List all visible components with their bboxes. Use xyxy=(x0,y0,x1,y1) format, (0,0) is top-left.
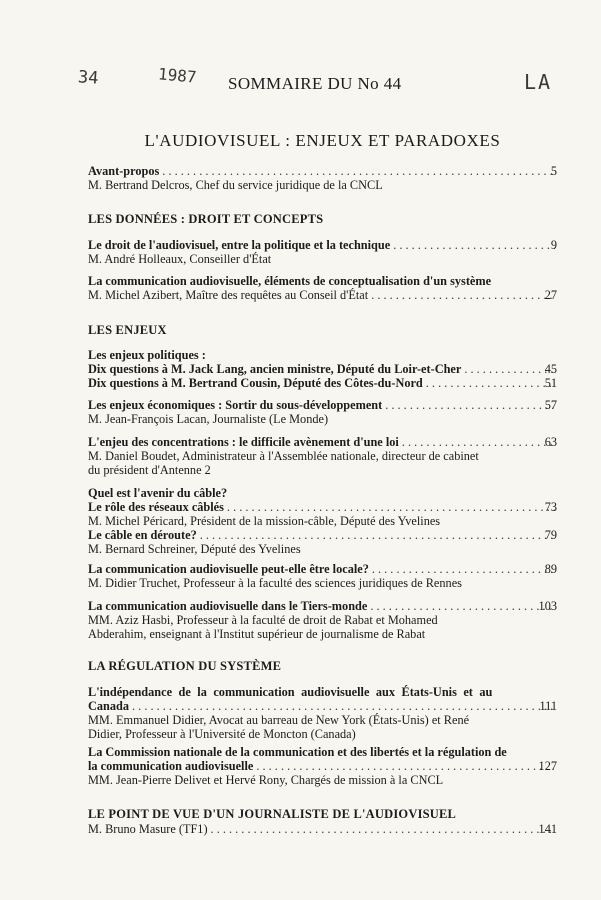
entry-author: M. André Holleaux, Conseiller d'État xyxy=(88,252,272,266)
entry-tiers xyxy=(88,599,558,641)
page-header: SOMMAIRE DU No 44 xyxy=(228,74,402,93)
entry-cncl xyxy=(88,745,558,787)
entry-locale xyxy=(88,562,558,590)
entry-title: la communication audiovisuelle xyxy=(88,759,254,773)
page-number: 5 xyxy=(550,164,557,178)
entry-author: M. Didier Truchet, Professeur à la faculté des sciences juridiques de Rennes xyxy=(88,576,462,590)
entry-author: Didier, Professeur à l'Université de Moncton (Canada) xyxy=(88,727,356,741)
page-number: 57 xyxy=(544,398,557,412)
entry-author: du président d'Antenne 2 xyxy=(88,463,211,477)
entry-communication xyxy=(88,274,558,302)
page-number: 27 xyxy=(544,288,557,302)
page-number: 63 xyxy=(544,435,557,449)
page-number: 127 xyxy=(538,759,557,773)
entry-economiques xyxy=(88,398,558,426)
entry-title: Avant-propos xyxy=(88,164,160,178)
page-number: 9 xyxy=(550,238,557,252)
page-number: 51 xyxy=(544,376,557,390)
entry-author: M. Bertrand Delcros, Chef du service juridique de la CNCL xyxy=(88,178,383,192)
main-title: L'AUDIOVISUEL : ENJEUX ET PARADOXES xyxy=(144,131,501,150)
entry-title: Dix questions à M. Bertrand Cousin, Député des Côtes-du-Nord xyxy=(88,376,423,390)
page-number: 45 xyxy=(544,362,557,376)
page-number: 141 xyxy=(538,822,557,836)
section-heading: LES DONNÉES : DROIT ET CONCEPTS xyxy=(88,212,324,226)
entry-title: La communication audiovisuelle dans le Tiers-monde xyxy=(88,599,368,613)
entry-masure xyxy=(88,822,558,836)
page-number: 103 xyxy=(538,599,557,613)
entry-title: La Commission nationale de la communication et des libertés et la régulation de xyxy=(88,745,507,759)
entry-title: La communication audiovisuelle peut-elle être locale? xyxy=(88,562,369,576)
entry-usa xyxy=(88,685,558,741)
entry-author: M. Michel Péricard, Président de la mission-câble, Député des Yvelines xyxy=(88,514,441,528)
section-heading: LE POINT DE VUE D'UN JOURNALISTE DE L'AUDIOVISUEL xyxy=(88,807,457,821)
entry-title: L'enjeu des concentrations : le difficile avènement d'une loi xyxy=(88,435,399,449)
page-number: 111 xyxy=(539,699,557,713)
entry-title: Les enjeux politiques : xyxy=(88,348,206,362)
entry-title: Dix questions à M. Jack Lang, ancien ministre, Député du Loir-et-Cher xyxy=(88,362,462,376)
entry-title: Les enjeux économiques : Sortir du sous-développement xyxy=(88,398,383,412)
entry-avant-propos xyxy=(88,164,558,192)
entry-author: M. Daniel Boudet, Administrateur à l'Assemblée nationale, directeur de cabinet xyxy=(88,449,479,463)
entry-concentrations xyxy=(88,435,558,477)
entry-author: MM. Aziz Hasbi, Professeur à la faculté de droit de Rabat et Mohamed xyxy=(88,613,438,627)
entry-title: L'indépendance de la communication audiovisuelle aux États-Unis et au xyxy=(88,685,493,699)
entry-author: M. Jean-François Lacan, Journaliste (Le Monde) xyxy=(88,412,329,426)
handwritten-number: 34 xyxy=(77,67,100,89)
entry-cable xyxy=(88,486,558,556)
entry-author: M. Michel Azibert, Maître des requêtes au Conseil d'État xyxy=(88,288,369,302)
entry-author: M. Bernard Schreiner, Député des Yvelines xyxy=(88,542,301,556)
entry-author: MM. Emmanuel Didier, Avocat au barreau de New York (États-Unis) et René xyxy=(88,713,470,727)
entry-title: Canada xyxy=(88,699,130,713)
entry-author: Abderahim, enseignant à l'Institut supérieur de journalisme de Rabat xyxy=(88,627,426,641)
entry-title: Le droit de l'audiovisuel, entre la politique et la technique xyxy=(88,238,391,252)
entry-title: Quel est l'avenir du câble? xyxy=(88,486,228,500)
entry-title: La communication audiovisuelle, éléments de conceptualisation d'un système xyxy=(88,274,492,288)
page-number: 79 xyxy=(544,528,557,542)
entry-title: Le rôle des réseaux câblés xyxy=(88,500,224,514)
handwritten-year: 1987 xyxy=(157,64,198,87)
handwritten-initials: LA xyxy=(524,70,553,94)
section-heading: LES ENJEUX xyxy=(88,323,167,337)
entry-title: Le câble en déroute? xyxy=(88,528,197,542)
entry-author: MM. Jean-Pierre Delivet et Hervé Rony, Chargés de mission à la CNCL xyxy=(88,773,444,787)
page-number: 73 xyxy=(544,500,557,514)
entry-droit xyxy=(88,238,558,266)
page-number: 89 xyxy=(544,562,557,576)
entry-politiques xyxy=(88,348,558,390)
entry-author: M. Bruno Masure (TF1) xyxy=(88,822,208,836)
section-heading: LA RÉGULATION DU SYSTÈME xyxy=(88,659,282,673)
